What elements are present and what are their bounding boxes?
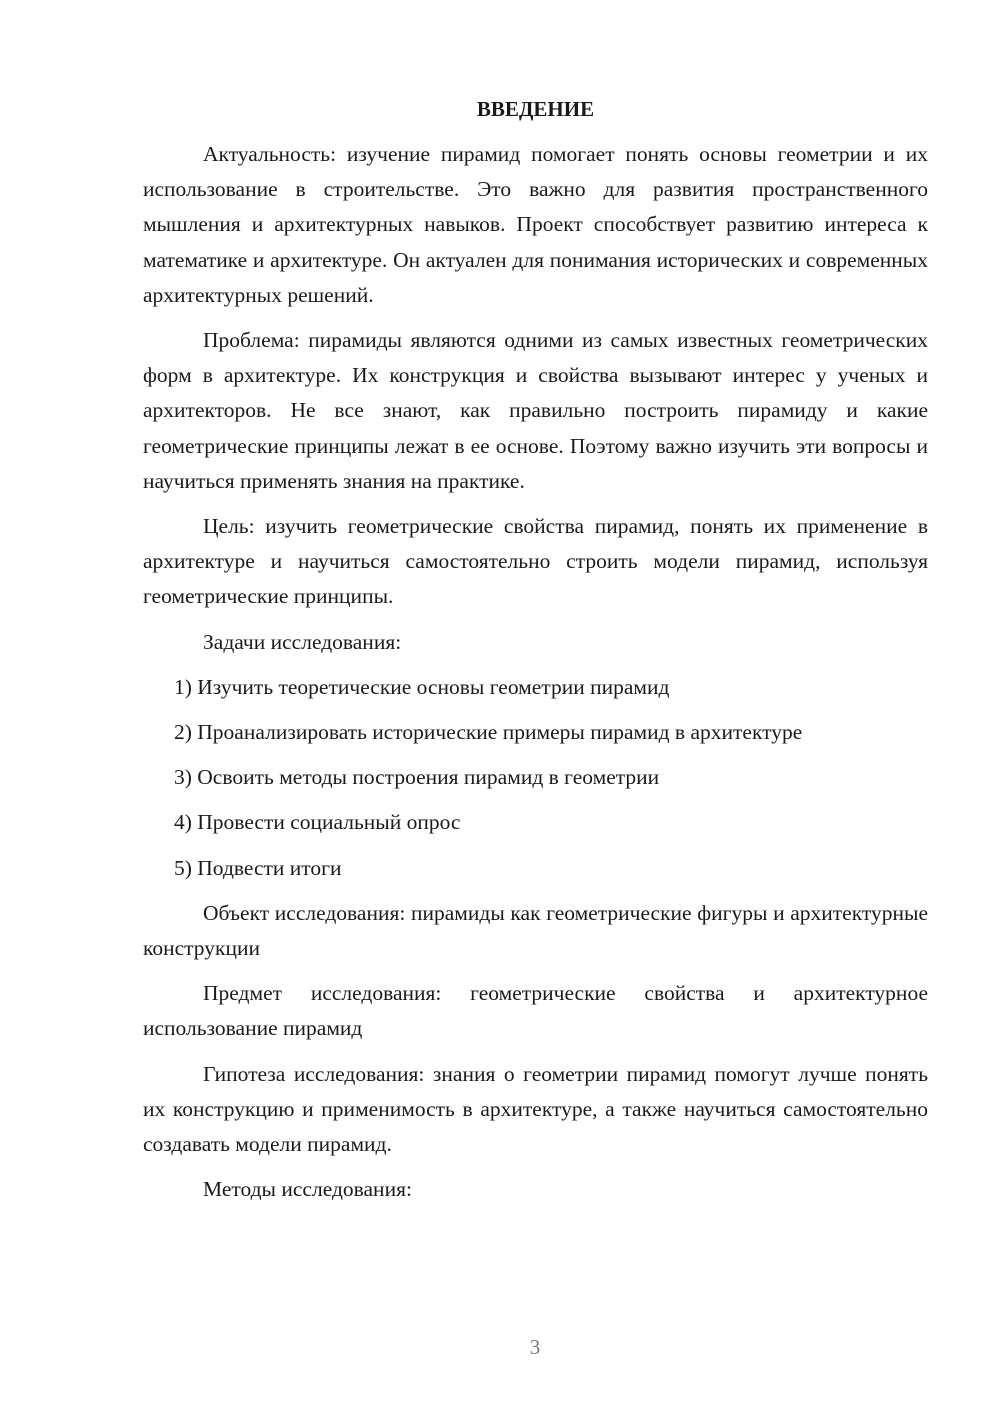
document-page bbox=[143, 92, 928, 1217]
problem-paragraph: Проблема: пирамиды являются одними из самых известных геометрических форм в архитектуре. Их конструкция и свойства вызывают интерес у ученых и архитекторов. Не все знают, как правильно построить пирамиду и какие геометрические принципы лежат в ее основе. Поэтому важно изучить эти вопросы и научиться применять знания на практике. bbox=[143, 328, 928, 493]
goal-paragraph: Цель: изучить геометрические свойства пирамид, понять их применение в архитектуре и научиться самостоятельно строить модели пирамид, используя геометрические принципы. bbox=[143, 514, 928, 609]
object-paragraph: Объект исследования: пирамиды как геометрические фигуры и архитектурные конструкции bbox=[143, 900, 928, 961]
list-item: 1) Изучить теоретические основы геометрии пирамид bbox=[174, 674, 670, 699]
tasks-heading: Задачи исследования: bbox=[203, 629, 402, 654]
section-title: ВВЕДЕНИЕ bbox=[476, 97, 595, 121]
list-item: 3) Освоить методы построения пирамид в геометрии bbox=[174, 765, 660, 790]
hypothesis-paragraph: Гипотеза исследования: знания о геометрии пирамид помогут лучше понять их конструкцию и применимость в архитектуре, а также научиться самостоятельно создавать модели пирамид. bbox=[143, 1061, 928, 1157]
list-item: 2) Проанализировать исторические примеры пирамид в архитектуре bbox=[174, 720, 803, 745]
subject-paragraph: Предмет исследования: геометрические свойства и архитектурное использование пирамид bbox=[143, 981, 928, 1041]
methods-heading: Методы исследования: bbox=[203, 1177, 412, 1202]
tasks-list bbox=[143, 670, 928, 886]
relevance-paragraph: Актуальность: изучение пирамид помогает понять основы геометрии и их использование в строительстве. Это важно для развития пространственного мышления и архитектурных навыков. Проект способствует развитию интереса к математике и архитектуре. Он актуален для понимания исторических и современных архитектурных решений. bbox=[143, 142, 928, 307]
list-item: 5) Подвести итоги bbox=[174, 855, 342, 880]
list-item: 4) Провести социальный опрос bbox=[174, 810, 461, 835]
page-number: 3 bbox=[529, 1335, 541, 1359]
